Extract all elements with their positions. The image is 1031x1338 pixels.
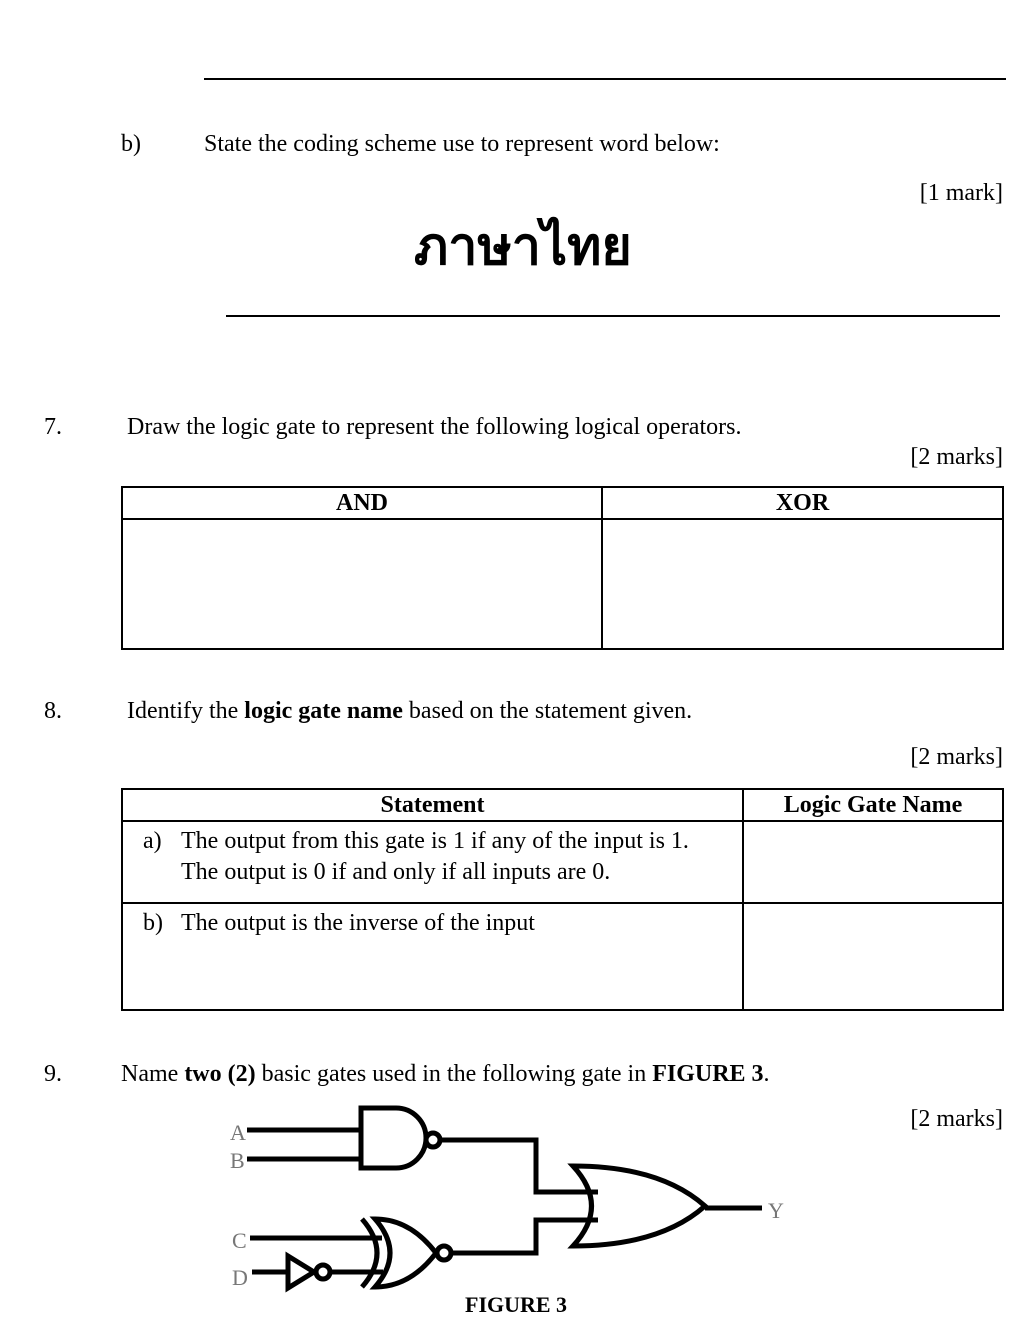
nor-gate-icon xyxy=(375,1219,436,1287)
q6b-label: b) xyxy=(121,131,141,157)
q7-header-xor: XOR xyxy=(602,487,1003,519)
q8-number: 8. xyxy=(44,698,62,724)
input-a-label: A xyxy=(230,1120,246,1145)
xor-extra-arc-icon xyxy=(362,1219,377,1287)
input-c-label: C xyxy=(232,1228,247,1253)
q7-number: 7. xyxy=(44,414,62,440)
q9-marks: [2 marks] xyxy=(910,1106,1003,1132)
q9-number: 9. xyxy=(44,1061,62,1087)
q8-header-statement: Statement xyxy=(122,789,743,821)
q8-row-b-line-1: The output is the inverse of the input xyxy=(181,910,535,936)
thai-word: ภาษาไทย xyxy=(414,217,632,277)
q8-question-post: based on the statement given. xyxy=(402,698,693,724)
q8-row-a-line-1: The output from this gate is 1 if any of the input is 1. xyxy=(181,828,689,854)
nand-gate-icon xyxy=(361,1108,426,1168)
nor-bubble-icon xyxy=(437,1246,451,1260)
figure-3-caption: FIGURE 3 xyxy=(465,1292,568,1317)
q7-header-and: AND xyxy=(122,487,602,519)
q9-q-bold-2: FIGURE 3 xyxy=(652,1061,764,1087)
nand-bubble-icon xyxy=(426,1133,440,1147)
q8-question-bold: logic gate name xyxy=(244,698,403,724)
input-d-label: D xyxy=(232,1265,248,1290)
q8-row-b-label: b) xyxy=(143,910,163,936)
q9-q-pre: Name xyxy=(121,1061,185,1087)
q9-q-mid: basic gates used in the following gate in xyxy=(255,1061,653,1087)
q7-question: Draw the logic gate to represent the following logical operators. xyxy=(127,414,742,440)
q8-row-a-line-2: The output is 0 if and only if all inputs are 0. xyxy=(181,859,611,885)
not-bubble-icon xyxy=(316,1265,330,1279)
q9-q-post: . xyxy=(763,1061,770,1087)
q6b-marks: [1 mark] xyxy=(919,180,1003,206)
q9-q-bold-1: two (2) xyxy=(184,1061,256,1087)
q8-question-pre: Identify the xyxy=(127,698,245,724)
output-y-label: Y xyxy=(768,1198,784,1223)
or-gate-icon xyxy=(573,1166,705,1246)
q8-marks: [2 marks] xyxy=(910,744,1003,770)
q7-marks: [2 marks] xyxy=(910,444,1003,470)
q8-header-gate-name: Logic Gate Name xyxy=(743,789,1003,821)
not-gate-icon xyxy=(288,1256,314,1288)
q8-row-a-label: a) xyxy=(143,828,162,854)
input-b-label: B xyxy=(230,1148,245,1173)
q6b-question: State the coding scheme use to represent word below: xyxy=(204,131,720,157)
